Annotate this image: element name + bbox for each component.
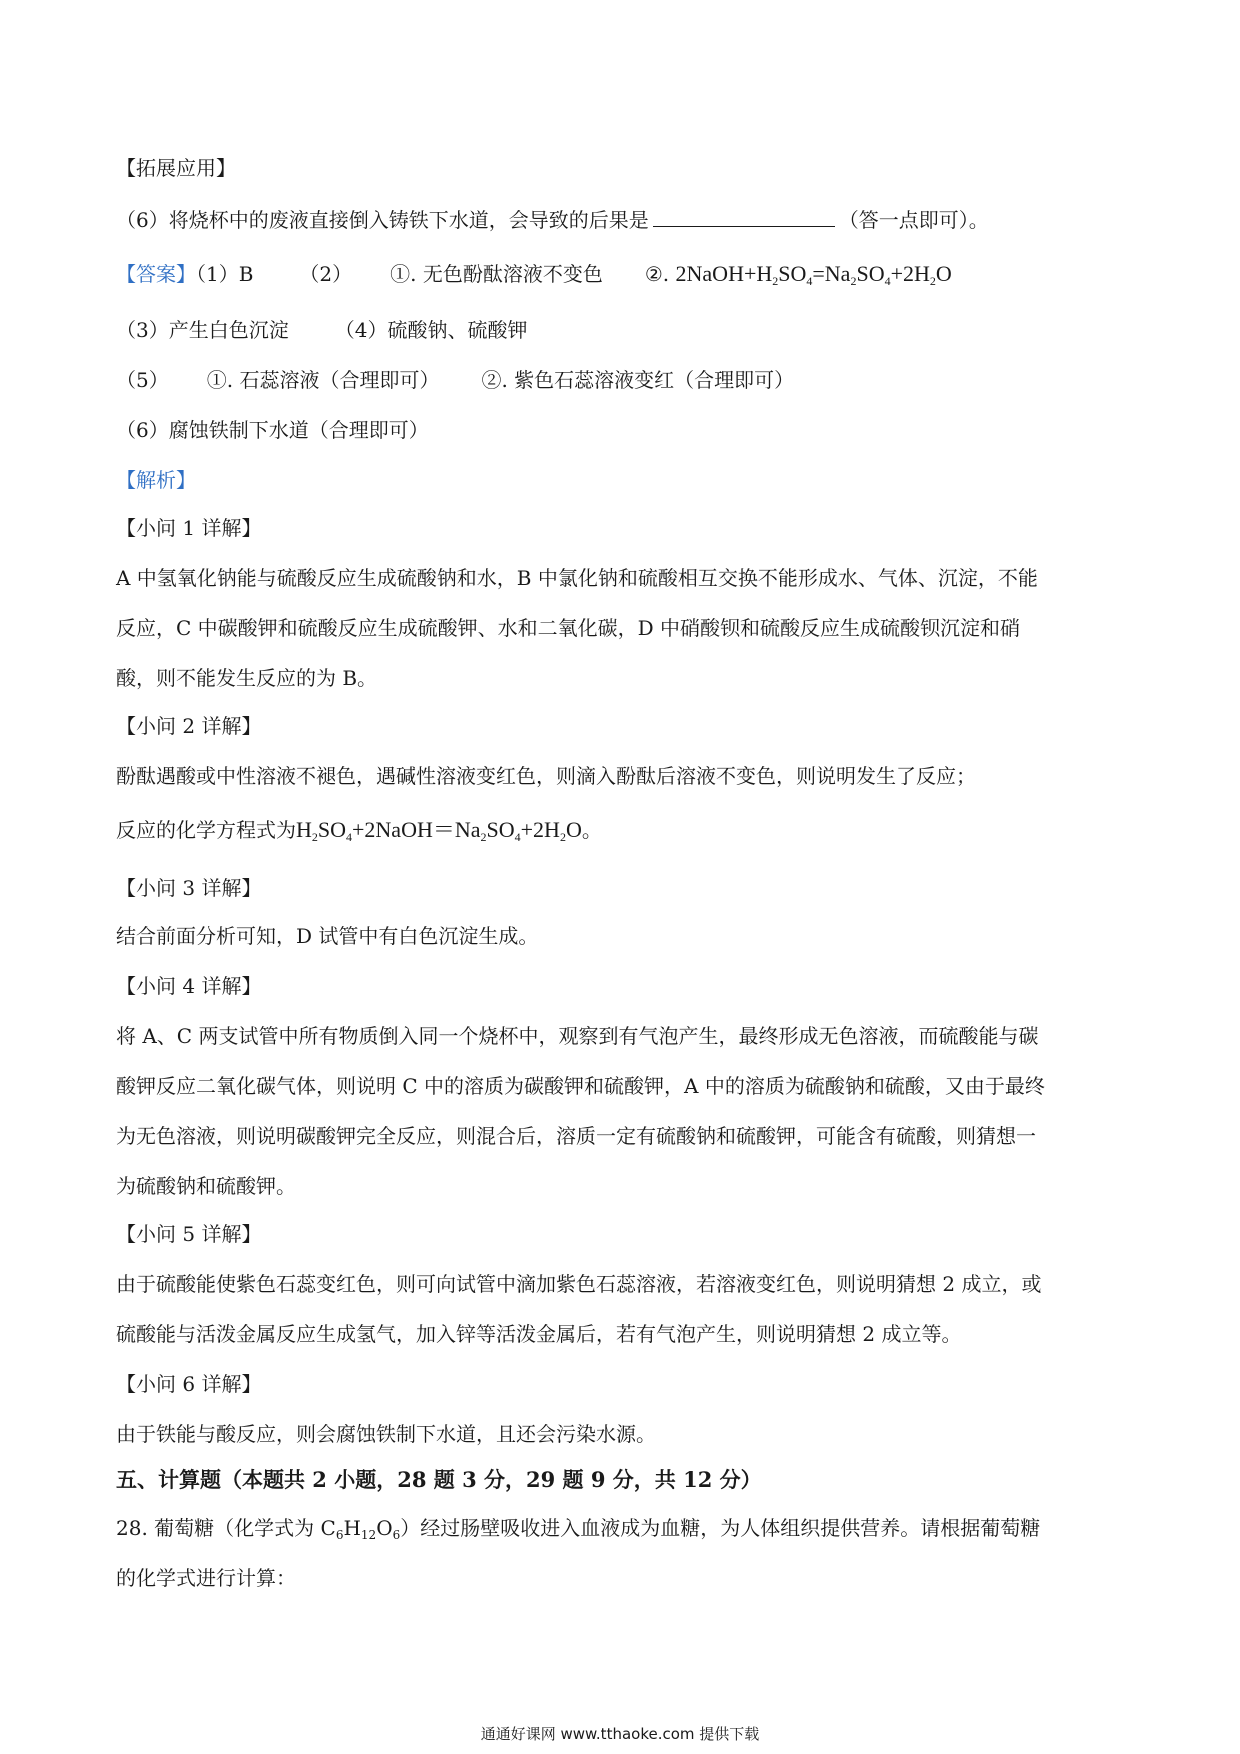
answer-line-3	[116, 366, 1126, 394]
question-6-text: （6）将烧杯中的废液直接倒入铸铁下水道，会导致的后果是	[116, 208, 649, 232]
subquestion-6-line: 由于铁能与酸反应，则会腐蚀铁制下水道，且还会污染水源。	[116, 1422, 656, 1446]
answer-line-2	[116, 316, 1126, 344]
equation-2: $H_2SO_4+2NaOH=Na_2SO_4+2H_2O$	[296, 817, 582, 844]
answer-1: （1）B	[196, 262, 254, 286]
answer-5-label: （5）	[116, 368, 169, 392]
subquestion-1-heading: 【小问 1 详解】	[116, 516, 262, 540]
subquestion-4-line: 将 A、C 两支试管中所有物质倒入同一个烧杯中，观察到有气泡产生，最终形成无色溶液，而硫酸能与碳	[116, 1024, 1039, 1048]
subquestion-4-line: 为硫酸钠和硫酸钾。	[116, 1174, 296, 1198]
answer-3: （3）产生白色沉淀	[116, 318, 289, 342]
question-6	[116, 204, 1126, 234]
equation-1: $2NaOH+H_2SO_4=Na_2SO_4+2H_2O$	[675, 261, 952, 288]
subquestion-3-line: 结合前面分析可知，D 试管中有白色沉淀生成。	[116, 924, 539, 948]
subquestion-2-heading: 【小问 2 详解】	[116, 714, 262, 738]
section-5-title: 五、计算题（本题共 2 小题，28 题 3 分，29 题 9 分，共 12 分）	[116, 1467, 762, 1492]
subquestion-6-heading: 【小问 6 详解】	[116, 1372, 262, 1396]
answer-2-part-1: ①. 无色酚酞溶液不变色	[390, 262, 603, 286]
subquestion-1-line: A 中氢氧化钠能与硫酸反应生成硫酸钠和水，B 中氯化钠和硫酸相互交换不能形成水、气体、沉淀，不能	[116, 566, 1038, 590]
answer-line-1	[116, 260, 1126, 288]
extension-heading: 【拓展应用】	[116, 156, 236, 180]
subquestion-3-heading: 【小问 3 详解】	[116, 876, 262, 900]
subquestion-5-heading: 【小问 5 详解】	[116, 1222, 262, 1246]
answer-6: （6）腐蚀铁制下水道（合理即可）	[116, 418, 429, 442]
answer-5-part-1: ①. 石蕊溶液（合理即可）	[206, 368, 440, 392]
answer-blank	[653, 204, 835, 227]
subquestion-4-heading: 【小问 4 详解】	[116, 974, 262, 998]
answer-5-part-2: ②. 紫色石蕊溶液变红（合理即可）	[481, 368, 795, 392]
page-footer: 通通好课网 www.tthaoke.com 提供下载	[480, 1725, 760, 1743]
answer-tag: 【答案】	[116, 262, 196, 286]
subquestion-1-line: 酸，则不能发生反应的为 B。	[116, 666, 378, 690]
answer-4: （4）硫酸钠、硫酸钾	[334, 318, 528, 342]
analysis-tag: 【解析】	[116, 468, 196, 492]
subquestion-2-line: 酚酞遇酸或中性溶液不褪色，遇碱性溶液变红色，则滴入酚酞后溶液不变色，则说明发生了反应；	[116, 764, 976, 788]
subquestion-5-line: 由于硫酸能使紫色石蕊变红色，则可向试管中滴加紫色石蕊溶液，若溶液变红色，则说明猜想 2 成立，或	[116, 1272, 1042, 1296]
question-28-line: 的化学式进行计算：	[116, 1566, 296, 1590]
subquestion-5-line: 硫酸能与活泼金属反应生成氢气，加入锌等活泼金属后，若有气泡产生，则说明猜想 2 成立等。	[116, 1322, 962, 1346]
subquestion-4-line: 酸钾反应二氧化碳气体，则说明 C 中的溶质为碳酸钾和硫酸钾，A 中的溶质为硫酸钠和硫酸，又由于最终	[116, 1074, 1045, 1098]
subquestion-4-line: 为无色溶液，则说明碳酸钾完全反应，则混合后，溶质一定有硫酸钠和硫酸钾，可能含有硫酸，则猜想一	[116, 1124, 1036, 1148]
answer-2-part-2-prefix: ②.	[644, 262, 676, 286]
subquestion-1-line: 反应，C 中碳酸钾和硫酸反应生成硫酸钾、水和二氧化碳，D 中硝酸钡和硫酸反应生成硫酸钡沉淀和硝	[116, 616, 1021, 640]
question-28-line: 28. 葡萄糖（化学式为 $C_6H_{12}O_6$）经过肠壁吸收进入血液成为血糖，为人体组织提供营养。请根据葡萄糖	[116, 1516, 1041, 1542]
answer-2-label: （2）	[299, 262, 353, 286]
question-6-suffix: （答一点即可）。	[838, 208, 989, 232]
subquestion-2-equation-line: 反应的化学方程式为$H_2SO_4+2NaOH=Na_2SO_4+2H_2O$。	[116, 817, 602, 844]
